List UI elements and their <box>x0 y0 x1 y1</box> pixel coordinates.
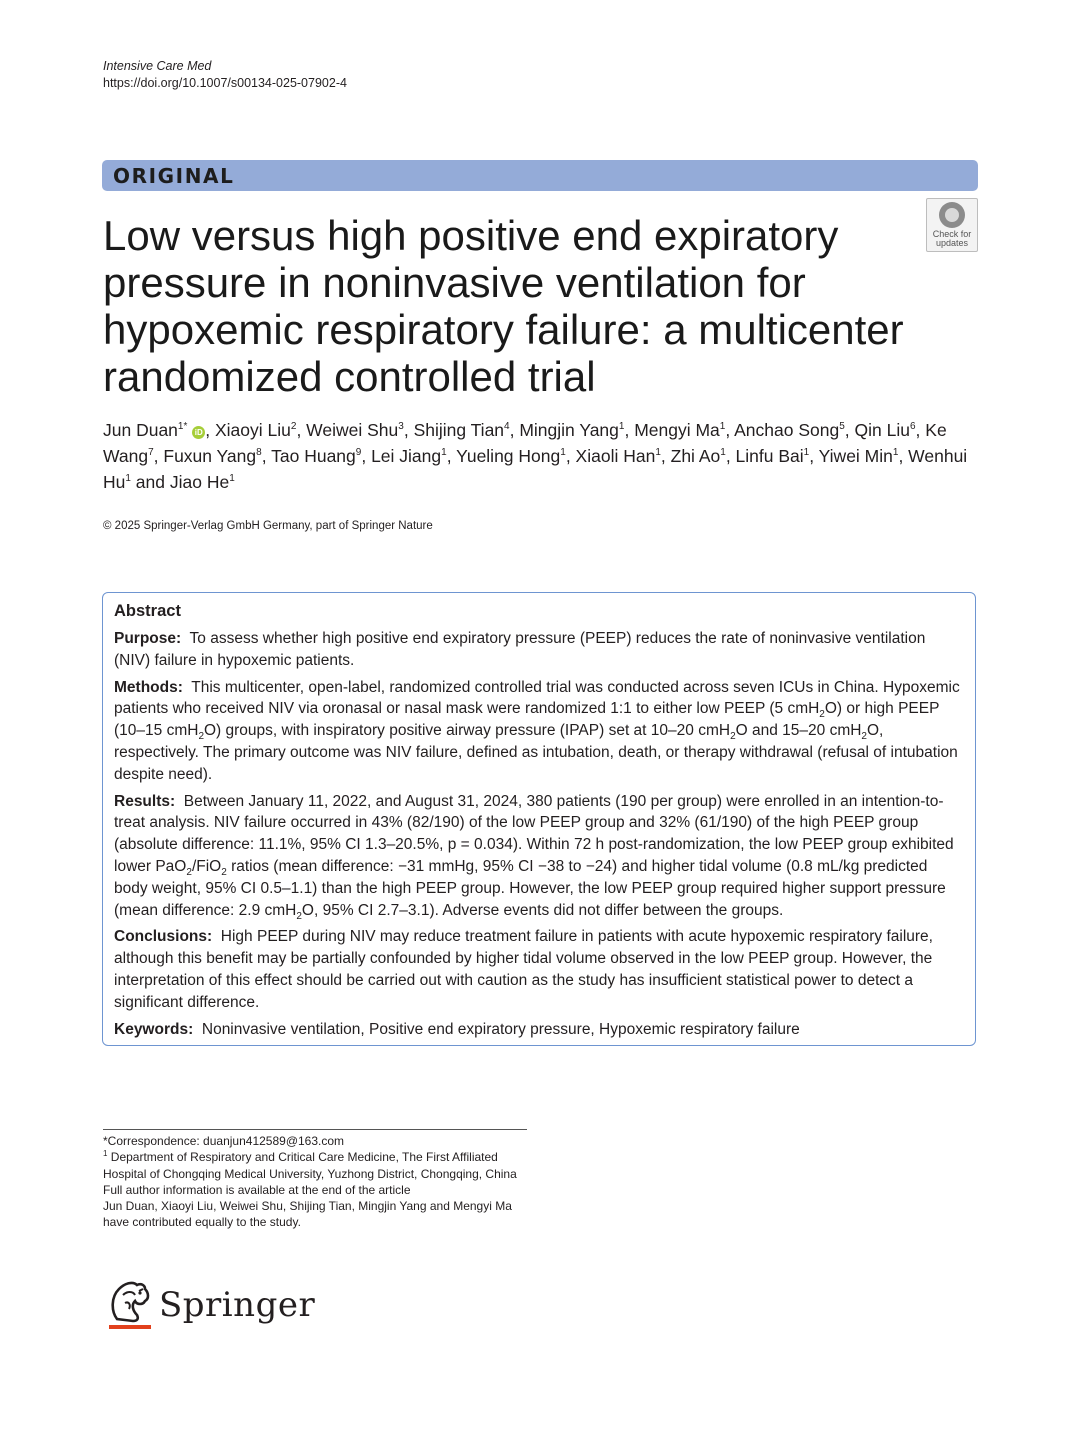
author-name[interactable]: Shijing Tian <box>413 420 505 440</box>
author-name[interactable]: Linfu Bai <box>735 446 804 466</box>
doi-link[interactable]: https://doi.org/10.1007/s00134-025-07902-4 <box>103 76 347 90</box>
author-affiliation-marker: 1 <box>125 473 131 485</box>
conclusions-label: Conclusions: <box>114 928 213 946</box>
author-affiliation-marker: 1 <box>892 447 899 459</box>
author-affiliation-marker: 1 <box>720 447 726 459</box>
author-affiliation-marker: 4 <box>504 421 510 433</box>
footnotes <box>103 1133 523 1231</box>
abstract-heading: Abstract <box>114 602 181 620</box>
results-text: Between January 11, 2022, and August 31, 2024, 380 patients (190 per group) were enrolled in an intention-to-treat analysis. NIV failure occurred in 43% (82/190) of the low PEEP group and 32% (61/190) of the high PEEP group (absolute difference: 11.1%, 95% CI 1.3–20.5%, p = 0.034). Within 72 h post-randomization, the low PEEP group exhibited lower PaO$_2$/FiO$_2$ ratios (mean difference: −31 mmHg, 95% CI −38 to −24) and higher tidal volume (0.8 mL/kg predicted body weight, 95% CI 0.5–1.1) than the high PEEP group. However, the low PEEP group required higher support pressure (mean difference: 2.9 cmH$_2$O, 95% CI 2.7–3.1). Adverse events did not differ between the groups. <box>114 792 954 922</box>
methods-text: This multicenter, open-label, randomized controlled trial was conducted across seven ICUs in China. Hypoxemic patients who received NIV via oronasal or nasal mask were randomized 1:1 to either low PEEP (5 cmH$_2$O) or high PEEP (10–15 cmH$_2$O) groups, with inspiratory positive airway pressure (IPAP) set at 10–20 cmH$_2$O and 15–20 cmH$_2$O, respectively. The primary outcome was NIV failure, defined as intubation, death, or therapy withdrawal (refusal of intubation despite need). <box>114 678 960 783</box>
correspondence-note: *Correspondence: duanjun412589@163.com <box>103 1134 345 1148</box>
journal-header <box>103 58 347 92</box>
author-name[interactable]: Fuxun Yang <box>163 446 257 466</box>
keywords-label: Keywords: <box>114 1020 194 1038</box>
author-name[interactable]: Zhi Ao <box>670 446 721 466</box>
abstract-purpose <box>114 628 964 672</box>
keywords-text: Noninvasive ventilation, Positive end expiratory pressure, Hypoxemic respiratory failure <box>201 1020 800 1038</box>
copyright-notice: © 2025 Springer-Verlag GmbH Germany, part of Springer Nature <box>103 520 433 532</box>
author-name[interactable]: Mengyi Ma <box>634 420 720 440</box>
article-type-band <box>102 160 978 191</box>
springer-horse-icon <box>103 1275 155 1331</box>
check-updates-line1: Check for <box>932 229 972 239</box>
check-updates-line2: updates <box>935 238 969 248</box>
check-updates-icon <box>939 202 965 228</box>
author-affiliation-marker: 7 <box>148 447 154 459</box>
purpose-text: To assess whether high positive end expiratory pressure (PEEP) reduces the rate of noninvasive ventilation (NIV) failure in hypoxemic patients. <box>114 630 926 669</box>
author-name[interactable]: Weiwei Shu <box>306 420 399 440</box>
author-affiliation-marker: 2 <box>290 421 297 433</box>
author-list: Jun Duan$^{1*}$ iD , Xiaoyi Liu$^2$, Weiwei Shu$^3$, Shijing Tian$^4$, Mingjin Yang$^1$, Mengyi Ma$^1$, Anchao Song$^5$, Qin Liu$^6$, Ke Wang$^7$, Fuxun Yang$^8$, Tao Huang$^9$, Lei Jiang$^1$, Yueling Hong$^1$, Xiaoli Han$^1$, Zhi Ao$^1$, Linfu Bai$^1$, Yiwei Min$^1$, Wenhui Hu$^1$ and Jiao He$^1$ <box>103 420 968 492</box>
author-name[interactable]: Yiwei Min <box>818 446 893 466</box>
orcid-icon[interactable]: iD <box>192 426 205 439</box>
affiliation-marker: 1 <box>103 1149 108 1159</box>
author-name[interactable]: Jun Duan <box>103 420 178 440</box>
author-affiliation-marker: 1* <box>177 421 188 433</box>
author-affiliation-marker: 1 <box>560 447 566 459</box>
abstract-keywords <box>114 1019 964 1041</box>
full-author-info-note: Full author information is available at the end of the article <box>103 1182 411 1197</box>
author-name[interactable]: Yueling Hong <box>456 446 561 466</box>
author-affiliation-marker: 1 <box>441 447 447 459</box>
author-affiliation-marker: 8 <box>256 447 262 459</box>
abstract-box <box>102 592 976 1046</box>
author-name[interactable]: Xiaoli Han <box>575 446 656 466</box>
equal-contribution-note: Jun Duan, Xiaoyi Liu, Weiwei Shu, Shijing Tian, Mingjin Yang and Mengyi Ma have contributed equally to the study. <box>103 1199 512 1230</box>
author-name[interactable]: Jiao He <box>169 472 230 492</box>
author-affiliation-marker: 5 <box>839 421 845 433</box>
footnote-divider <box>103 1129 527 1130</box>
check-for-updates-badge[interactable] <box>926 198 978 252</box>
author-name[interactable]: Tao Huang <box>271 446 356 466</box>
abstract-results <box>114 791 964 922</box>
publisher-name: Springer <box>159 1285 316 1325</box>
article-type-label: ORIGINAL <box>113 164 235 188</box>
author-name[interactable]: Ke Wang <box>103 420 947 466</box>
purpose-label: Purpose: <box>114 630 182 647</box>
abstract-conclusions <box>114 926 964 1013</box>
author-affiliation-marker: 1 <box>618 421 625 433</box>
author-name[interactable]: Mingjin Yang <box>519 420 619 440</box>
author-name[interactable]: Anchao Song <box>734 420 840 440</box>
author-affiliation-marker: 1 <box>655 447 661 459</box>
results-label: Results: <box>114 792 176 810</box>
springer-logo <box>103 1275 316 1335</box>
article-title: Low versus high positive end expiratory pressure in noninvasive ventilation for hypoxemic respiratory failure: a multicenter randomized controlled trial <box>103 212 904 400</box>
abstract-methods <box>114 677 964 786</box>
affiliation-note <box>103 1149 523 1182</box>
author-affiliation-marker: 6 <box>909 421 916 433</box>
affiliation-text: Department of Respiratory and Critical Care Medicine, The First Affiliated Hospital of Chongqing Medical University, Yuzhong District, Chongqing, China <box>103 1150 517 1181</box>
author-affiliation-marker: 1 <box>803 447 810 459</box>
author-affiliation-marker: 3 <box>398 421 404 433</box>
author-name[interactable]: Qin Liu <box>854 420 910 440</box>
conclusions-text: High PEEP during NIV may reduce treatment failure in patients with acute hypoxemic respiratory failure, although this benefit may be partially confounded by higher tidal volume observed in the low PEEP group. However, the interpretation of this effect should be carried out with caution as the study has insufficient statistical power to detect a significant difference. <box>114 928 933 1011</box>
author-affiliation-marker: 1 <box>719 421 726 433</box>
author-name[interactable]: Xiaoyi Liu <box>214 420 291 440</box>
journal-name: Intensive Care Med <box>103 59 212 73</box>
author-affiliation-marker: 9 <box>355 447 362 459</box>
author-affiliation-marker: 1 <box>229 473 235 485</box>
author-name[interactable]: Lei Jiang <box>371 446 442 466</box>
methods-label: Methods: <box>114 678 183 696</box>
author-name[interactable]: Wenhui Hu <box>103 446 968 492</box>
